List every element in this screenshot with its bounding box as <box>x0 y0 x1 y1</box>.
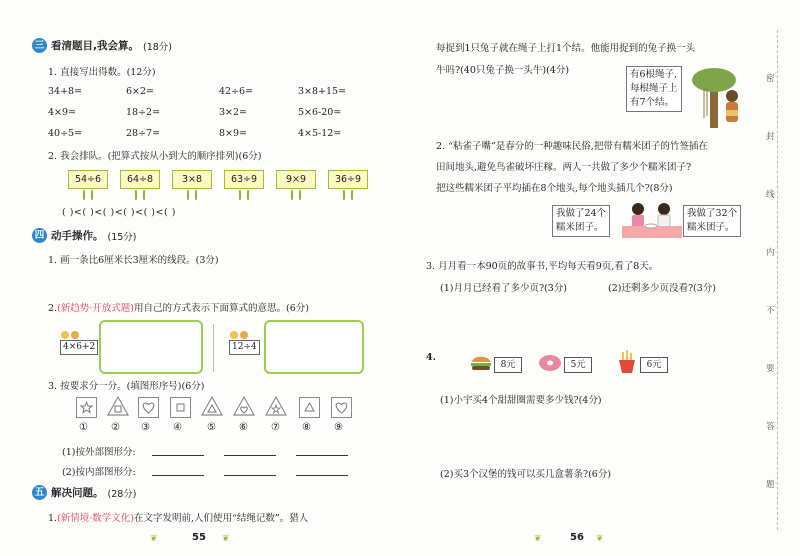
shape-6-triangle-heart <box>233 396 255 419</box>
calc-item: 40÷5= <box>48 128 83 139</box>
section-4-header <box>32 228 137 243</box>
rope-bubble-line-2: 每根绳子上 <box>630 83 678 94</box>
boy-bubble-line-1: 我做了32个 <box>687 208 738 219</box>
girl-bubble-line-1: 我做了24个 <box>556 208 607 219</box>
q2-label: 2. 我会排队。(把算式按从小到大的顺序排列)(6分) <box>48 151 262 162</box>
q5-1-text <box>48 510 308 524</box>
card-legs-icon <box>341 190 355 200</box>
r-q1-line-1: 每捉到1只兔子就在绳子上打1个结。他能用捉到的兔子换一头 <box>436 43 696 54</box>
card-legs-icon <box>185 190 199 200</box>
card-legs-icon <box>289 190 303 200</box>
q5-1-prefix: 1. <box>48 513 58 524</box>
leaf-deco-right: ❦ <box>534 534 542 544</box>
fries-price: 6元 <box>640 357 668 373</box>
r-q4-number: 4. <box>426 352 436 363</box>
section-3-header <box>32 38 172 53</box>
page-number-left: 55 <box>192 532 206 543</box>
leaf-deco-left-2: ❦ <box>222 534 230 544</box>
section-3-points: (18分) <box>143 41 173 53</box>
q1-label: 1. 直接写出得数。(12分) <box>48 67 156 78</box>
classify-outer-label: (1)按外部图形分: <box>62 447 136 458</box>
section-3-number: 三 <box>32 38 47 53</box>
inner-blank-1[interactable] <box>152 475 204 476</box>
expr-card-2: 12÷4 <box>229 340 260 355</box>
shape-number: ② <box>111 422 120 433</box>
girl-speech-bubble <box>552 205 610 237</box>
donut-price: 5元 <box>564 357 592 373</box>
calc-item: 42÷6= <box>219 86 254 97</box>
boy-speech-bubble <box>683 205 741 237</box>
shape-number: ① <box>79 422 88 433</box>
expression-card: 36÷9 <box>328 170 368 189</box>
r-q2-line-1: 2. “粘雀子嘴”是春分的一种趣味民俗,把带有糯米团子的竹签插在 <box>436 141 708 152</box>
answer-box-1[interactable] <box>99 320 203 374</box>
cat-icon-2 <box>229 330 244 340</box>
leaf-deco-right-2: ❦ <box>596 534 604 544</box>
inner-blank-3[interactable] <box>296 475 348 476</box>
shape-number: ③ <box>141 422 150 433</box>
leaf-deco-left: ❦ <box>150 534 158 544</box>
shape-5-triangle-triangle <box>201 396 223 419</box>
ordering-answer-line[interactable]: ( )<( )<( )<( )<( )<( ) <box>62 207 176 218</box>
seal-line-char: 要 <box>766 364 775 374</box>
card-legs-icon <box>81 190 95 200</box>
q5-1-body: 在文字发明前,人们使用“结绳记数”。猎人 <box>134 513 309 524</box>
section-4-title: 动手操作。 <box>51 230 104 242</box>
calc-item: 3×8+15= <box>298 86 347 97</box>
section-5-number: 五 <box>32 485 47 500</box>
rope-bubble-line-1: 有6根绳子, <box>630 69 678 80</box>
section-5-points: (28分) <box>107 488 137 500</box>
seal-line-char: 封 <box>766 132 775 142</box>
calc-item: 5×6-20= <box>298 107 342 118</box>
page-number-right: 56 <box>570 532 584 543</box>
seal-line-char: 密 <box>766 74 775 84</box>
q4-2-tag: (新趋势·开放式题) <box>57 303 135 314</box>
calc-item: 4×9= <box>48 107 77 118</box>
r-q2-line-2: 田间地头,避免鸟雀破坏庄稼。两人一共做了多少个糯米团子? <box>436 162 692 173</box>
r-q3-text: 3. 月月看一本90页的故事书,平均每天看9页,看了8天。 <box>426 261 659 272</box>
shape-number: ⑨ <box>334 422 343 433</box>
seal-line-char: 线 <box>766 190 775 200</box>
cat-icon <box>60 330 75 340</box>
classify-inner-label: (2)按内部图形分: <box>62 467 136 478</box>
card-legs-icon <box>133 190 147 200</box>
r-q3-sub-1: (1)月月已经看了多少页?(3分) <box>440 283 568 294</box>
section-4-number: 四 <box>32 228 47 243</box>
calc-item: 6×2= <box>126 86 155 97</box>
section-5-header <box>32 485 137 500</box>
expr-card-1: 4×6+2 <box>60 340 98 355</box>
shape-1-square-star <box>76 397 97 418</box>
rope-speech-bubble <box>626 66 682 112</box>
outer-blank-2[interactable] <box>224 455 276 456</box>
fries-icon <box>616 350 638 377</box>
card-legs-icon <box>237 190 251 200</box>
q4-2-body: 用自己的方式表示下面算式的意思。(6分) <box>134 303 309 314</box>
shape-8-square-triangle <box>299 397 320 418</box>
r-q4-sub-2: (2)买3个汉堡的钱可以买几盒薯条?(6分) <box>440 469 612 480</box>
shape-number: ⑧ <box>302 422 311 433</box>
q4-1-text: 1. 画一条比6厘米长3厘米的线段。(3分) <box>48 255 219 266</box>
seal-line-char: 内 <box>766 248 775 258</box>
expression-card: 64÷8 <box>120 170 160 189</box>
calc-item: 34+8= <box>48 86 83 97</box>
girl-bubble-line-2: 糯米团子。 <box>556 222 604 233</box>
shape-7-triangle-star <box>265 396 287 419</box>
calc-item: 28÷7= <box>126 128 161 139</box>
calc-item: 8×9= <box>219 128 248 139</box>
seal-line-char: 答 <box>766 422 775 432</box>
boy-bubble-line-2: 糯米团子。 <box>687 222 735 233</box>
r-q3-sub-2: (2)还剩多少页没看?(3分) <box>608 283 717 294</box>
r-q4-sub-1: (1)小宇买4个甜甜圈需要多少钱?(4分) <box>440 395 602 406</box>
calc-item: 18÷2= <box>126 107 161 118</box>
shape-2-triangle-square <box>107 396 129 419</box>
burger-price: 8元 <box>494 357 522 373</box>
rope-bubble-line-3: 有7个结。 <box>630 97 675 108</box>
answer-box-2[interactable] <box>264 320 364 374</box>
r-q1-line-2: 牛吗?(40只兔子换一头牛)(4分) <box>436 65 570 76</box>
burger-icon <box>470 354 492 375</box>
outer-blank-1[interactable] <box>152 455 204 456</box>
calc-item: 3×2= <box>219 107 248 118</box>
seal-line-char: 不 <box>766 306 775 316</box>
inner-blank-2[interactable] <box>224 475 276 476</box>
q4-3-label: 3. 按要求分一分。(填图形序号)(6分) <box>48 381 205 392</box>
shape-4-square-square <box>170 397 191 418</box>
section-4-points: (15分) <box>107 231 137 243</box>
r-q2-line-3: 把这些糯米团子平均插在8个地头,每个地头插几个?(8分) <box>436 183 673 194</box>
section-3-title: 看清题目,我会算。 <box>51 40 139 52</box>
expression-card: 9×9 <box>276 170 316 189</box>
shape-number: ⑥ <box>239 422 248 433</box>
shape-number: ⑦ <box>271 422 280 433</box>
seal-line-char: 题 <box>766 480 775 490</box>
donut-icon <box>538 353 562 376</box>
shape-9-square-heart <box>331 397 352 418</box>
seal-line <box>777 30 778 530</box>
shape-number: ⑤ <box>207 422 216 433</box>
expression-card: 3×8 <box>172 170 212 189</box>
expression-card: 54÷6 <box>68 170 108 189</box>
calc-item: 4×5-12= <box>298 128 342 139</box>
children-table-illustration <box>620 200 684 245</box>
q5-1-tag: (新情境·数学文化) <box>57 513 135 524</box>
hunter-tree-illustration <box>690 66 746 133</box>
shape-number: ④ <box>173 422 182 433</box>
outer-blank-3[interactable] <box>296 455 348 456</box>
q4-2-text: 2.(新趋势·开放式题)用自己的方式表示下面算式的意思。(6分) <box>48 303 309 314</box>
section-5-title: 解决问题。 <box>51 487 104 499</box>
divider <box>213 324 214 372</box>
expression-card: 63÷9 <box>224 170 264 189</box>
shape-3-square-heart <box>138 397 159 418</box>
